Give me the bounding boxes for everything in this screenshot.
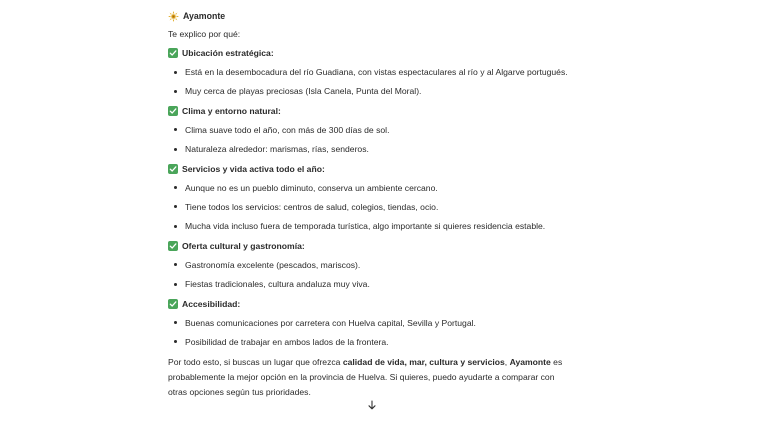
list-item: Tiene todos los servicios: centros de salud, colegios, tiendas, ocio. (168, 201, 568, 213)
section-heading (168, 47, 568, 59)
list-item: Gastronomía excelente (pescados, mariscos). (168, 259, 568, 271)
section-heading (168, 163, 568, 175)
section-title: Oferta cultural y gastronomía: (182, 240, 305, 251)
conclusion-paragraph (168, 355, 573, 400)
list-item: Clima suave todo el año, con más de 300 días de sol. (168, 124, 568, 136)
bullet-list (168, 124, 568, 155)
message-title: Ayamonte (183, 11, 226, 21)
section-title: Clima y entorno natural: (182, 105, 281, 116)
section (168, 240, 568, 290)
conclusion-text: Por todo esto, si buscas un lugar que ofrezca (168, 357, 343, 368)
list-item: Mucha vida incluso fuera de temporada turística, algo importante si quieres residencia estable. (168, 220, 568, 232)
sections-list (168, 47, 568, 348)
conclusion-text: , (504, 357, 510, 368)
check-icon (168, 164, 178, 174)
section-title: Ubicación estratégica: (182, 48, 274, 58)
bullet-list (168, 259, 568, 290)
sun-icon (168, 11, 179, 22)
conclusion-emphasis: Ayamonte (509, 357, 551, 368)
section-title: Servicios y vida activa todo el año: (182, 163, 325, 174)
section-title: Accesibilidad: (182, 298, 241, 309)
list-item: Muy cerca de playas preciosas (Isla Canela, Punta del Moral). (168, 85, 568, 97)
scroll-to-bottom-button[interactable] (364, 398, 380, 414)
check-icon (168, 299, 178, 309)
bullet-list (168, 317, 568, 348)
section-heading (168, 240, 568, 252)
list-item: Aunque no es un pueblo diminuto, conserva un ambiente cercano. (168, 182, 568, 194)
section-heading (168, 298, 568, 310)
section (168, 163, 568, 233)
arrow-down-icon (367, 397, 377, 415)
section (168, 105, 568, 155)
bullet-list (168, 182, 568, 233)
conclusion-emphasis: calidad de vida, mar, cultura y servicios (342, 357, 505, 368)
section (168, 47, 568, 97)
section (168, 298, 568, 348)
check-icon (168, 106, 178, 116)
check-icon (168, 48, 178, 58)
assistant-message (168, 8, 568, 400)
list-item: Posibilidad de trabajar en ambos lados de la frontera. (168, 336, 568, 348)
message-heading (168, 8, 568, 24)
list-item: Buenas comunicaciones por carretera con Huelva capital, Sevilla y Portugal. (168, 317, 568, 329)
list-item: Fiestas tradicionales, cultura andaluza muy viva. (168, 278, 568, 290)
list-item: Está en la desembocadura del río Guadiana, con vistas espectaculares al río y al Algarve portugués. (168, 66, 568, 78)
list-item: Naturaleza alrededor: marismas, rías, senderos. (168, 143, 568, 155)
check-icon (168, 241, 178, 251)
section-heading (168, 105, 568, 117)
bullet-list (168, 66, 568, 97)
intro-text: Te explico por qué: (168, 29, 241, 39)
conclusion-text: es probablemente la mejor opción en la provincia de Huelva. Si quieres, puedo ayudarte a comparar con otras opciones según tus prioridades. (168, 357, 563, 398)
